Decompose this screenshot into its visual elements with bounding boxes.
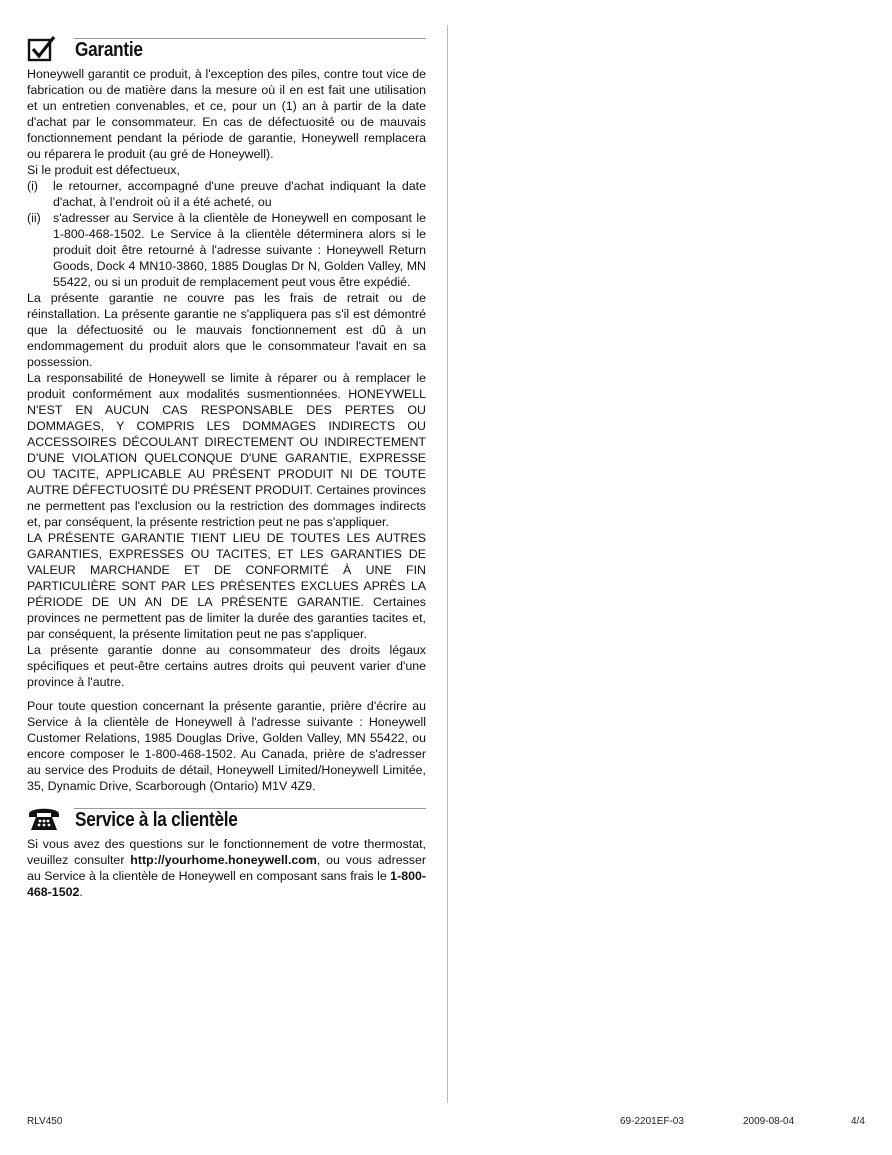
service-text-a: Si vous avez des questions sur le fonctionnement de votre thermostat, veuillez consulter — [27, 837, 426, 867]
list-item-number: (i) — [27, 179, 39, 193]
service-paragraph — [27, 836, 426, 900]
footer-date: 2009-08-04 — [743, 1116, 795, 1127]
footer-model: RLV450 — [27, 1116, 63, 1127]
footer-page: 4/4 — [851, 1116, 865, 1127]
garantie-title: Garantie — [75, 39, 143, 61]
column-divider — [447, 25, 448, 1103]
footer-doc-number: 69-2201EF-03 — [620, 1116, 684, 1127]
garantie-paragraph-3: La présente garantie ne couvre pas les frais de retrait ou de réinstallation. La présente garantie ne s'appliquera pas s'il est démontré que la défectuosité ou le mauvais fonctionnement est dû à un endommagement du produit alors que le consommateur l'avait en sa possession. — [27, 291, 426, 369]
telephone-icon — [27, 804, 61, 832]
list-item-text: le retourner, accompagné d'une preuve d'achat indiquant la date d'achat, à l’endroit où il a été acheté, ou — [53, 179, 426, 209]
checkbox-check-icon — [27, 36, 57, 62]
left-column — [27, 30, 426, 900]
service-text-b: , ou vous adresser au Service à la clientèle de Honeywell en composant sans frais le — [27, 853, 427, 883]
garantie-paragraph-6: La présente garantie donne au consommateur des droits légaux spécifiques et peut-être certains autres droits qui peuvent varier d'une province à l'autre. — [27, 643, 426, 689]
service-text-c: . — [79, 885, 83, 899]
list-item — [27, 178, 426, 210]
garantie-paragraph-4: La responsabilité de Honeywell se limite à réparer ou à remplacer le produit conformément aux modalités susmentionnées. HONEYWELL N'EST EN AUCUN CAS RESPONSABLE DES PERTES OU DOMMAGES, Y COMPRIS LES DOMMAGES INDIRECTS OU ACCESSOIRES DÉCOULANT DIRECTEMENT OU INDIRECTEMENT D'UNE VIOLATION QUELCONQUE D'UNE GARANTIE, EXPRESSE OU TACITE, APPLICABLE AU PRÉSENT PRODUIT NI DE TOUTE AUTRE DÉFECTUOSITÉ DU PRÉSENT PRODUIT. Certaines provinces ne permettent pas l'exclusion ou la restriction des dommages indirects et, par conséquent, la présente restriction peut ne pas s'appliquer. — [27, 371, 426, 529]
garantie-paragraph-1: Honeywell garantit ce produit, à l'exception des piles, contre tout vice de fabrication ou de matière dans la mesure où il en est fait une utilisation et un entretien convenables, et ce, pour un (1) an à partir de la date d'achat par le consommateur. En cas de défectuosité ou de mauvais fonctionnement pendant la période de garantie, Honeywell remplacera ou réparera le produit (au gré de Honeywell). — [27, 67, 426, 161]
service-title: Service à la clientèle — [75, 809, 238, 831]
garantie-header — [27, 30, 426, 60]
list-item-number: (ii) — [27, 211, 41, 225]
service-phone: 1-800-468-1502 — [27, 869, 426, 899]
garantie-paragraph-7: Pour toute question concernant la présente garantie, prière d'écrire au Service à la clientèle de Honeywell à l'adresse suivante : Honeywell Customer Relations, 1985 Douglas Drive, Golden Valley, MN 55422, ou encore composer le 1-800-468-1502. Au Canada, prière de s'adresser au service des Produits de détail, Honeywell Limited/Honeywell Limitée, 35, Dynamic Drive, Scarborough (Ontario) M1V 4Z9. — [27, 699, 426, 793]
service-header — [27, 800, 426, 830]
service-body — [27, 836, 426, 900]
garantie-body — [27, 66, 426, 794]
list-item — [27, 210, 426, 290]
garantie-paragraph-5: LA PRÉSENTE GARANTIE TIENT LIEU DE TOUTES LES AUTRES GARANTIES, EXPRESSES OU TACITES, ET LES GARANTIES DE VALEUR MARCHANDE ET DE CONFORMITÉ À UNE FIN PARTICULIÈRE SONT PAR LES PRÉSENTES EXCLUES APRÈS LA PÉRIODE DE UN AN DE LA PRÉSENTE GARANTIE. Certaines provinces ne permettent pas de limiter la durée des garanties tacites et, par conséquent, la présente limitation peut ne pas s'appliquer. — [27, 531, 426, 641]
service-url: http://yourhome.honeywell.com — [130, 853, 317, 867]
garantie-paragraph-2: Si le produit est défectueux, — [27, 163, 180, 177]
list-item-text: s'adresser au Service à la clientèle de Honeywell en composant le 1-800-468-1502. Le Service à la clientèle déterminera alors si le produit doit être retourné à l'adresse suivante : Honeywell Return Goods, Dock 4 MN10-3860, 1885 Douglas Dr N, Golden Valley, MN 55422, ou si un produit de remplacement peut vous être expédié. — [53, 211, 426, 289]
